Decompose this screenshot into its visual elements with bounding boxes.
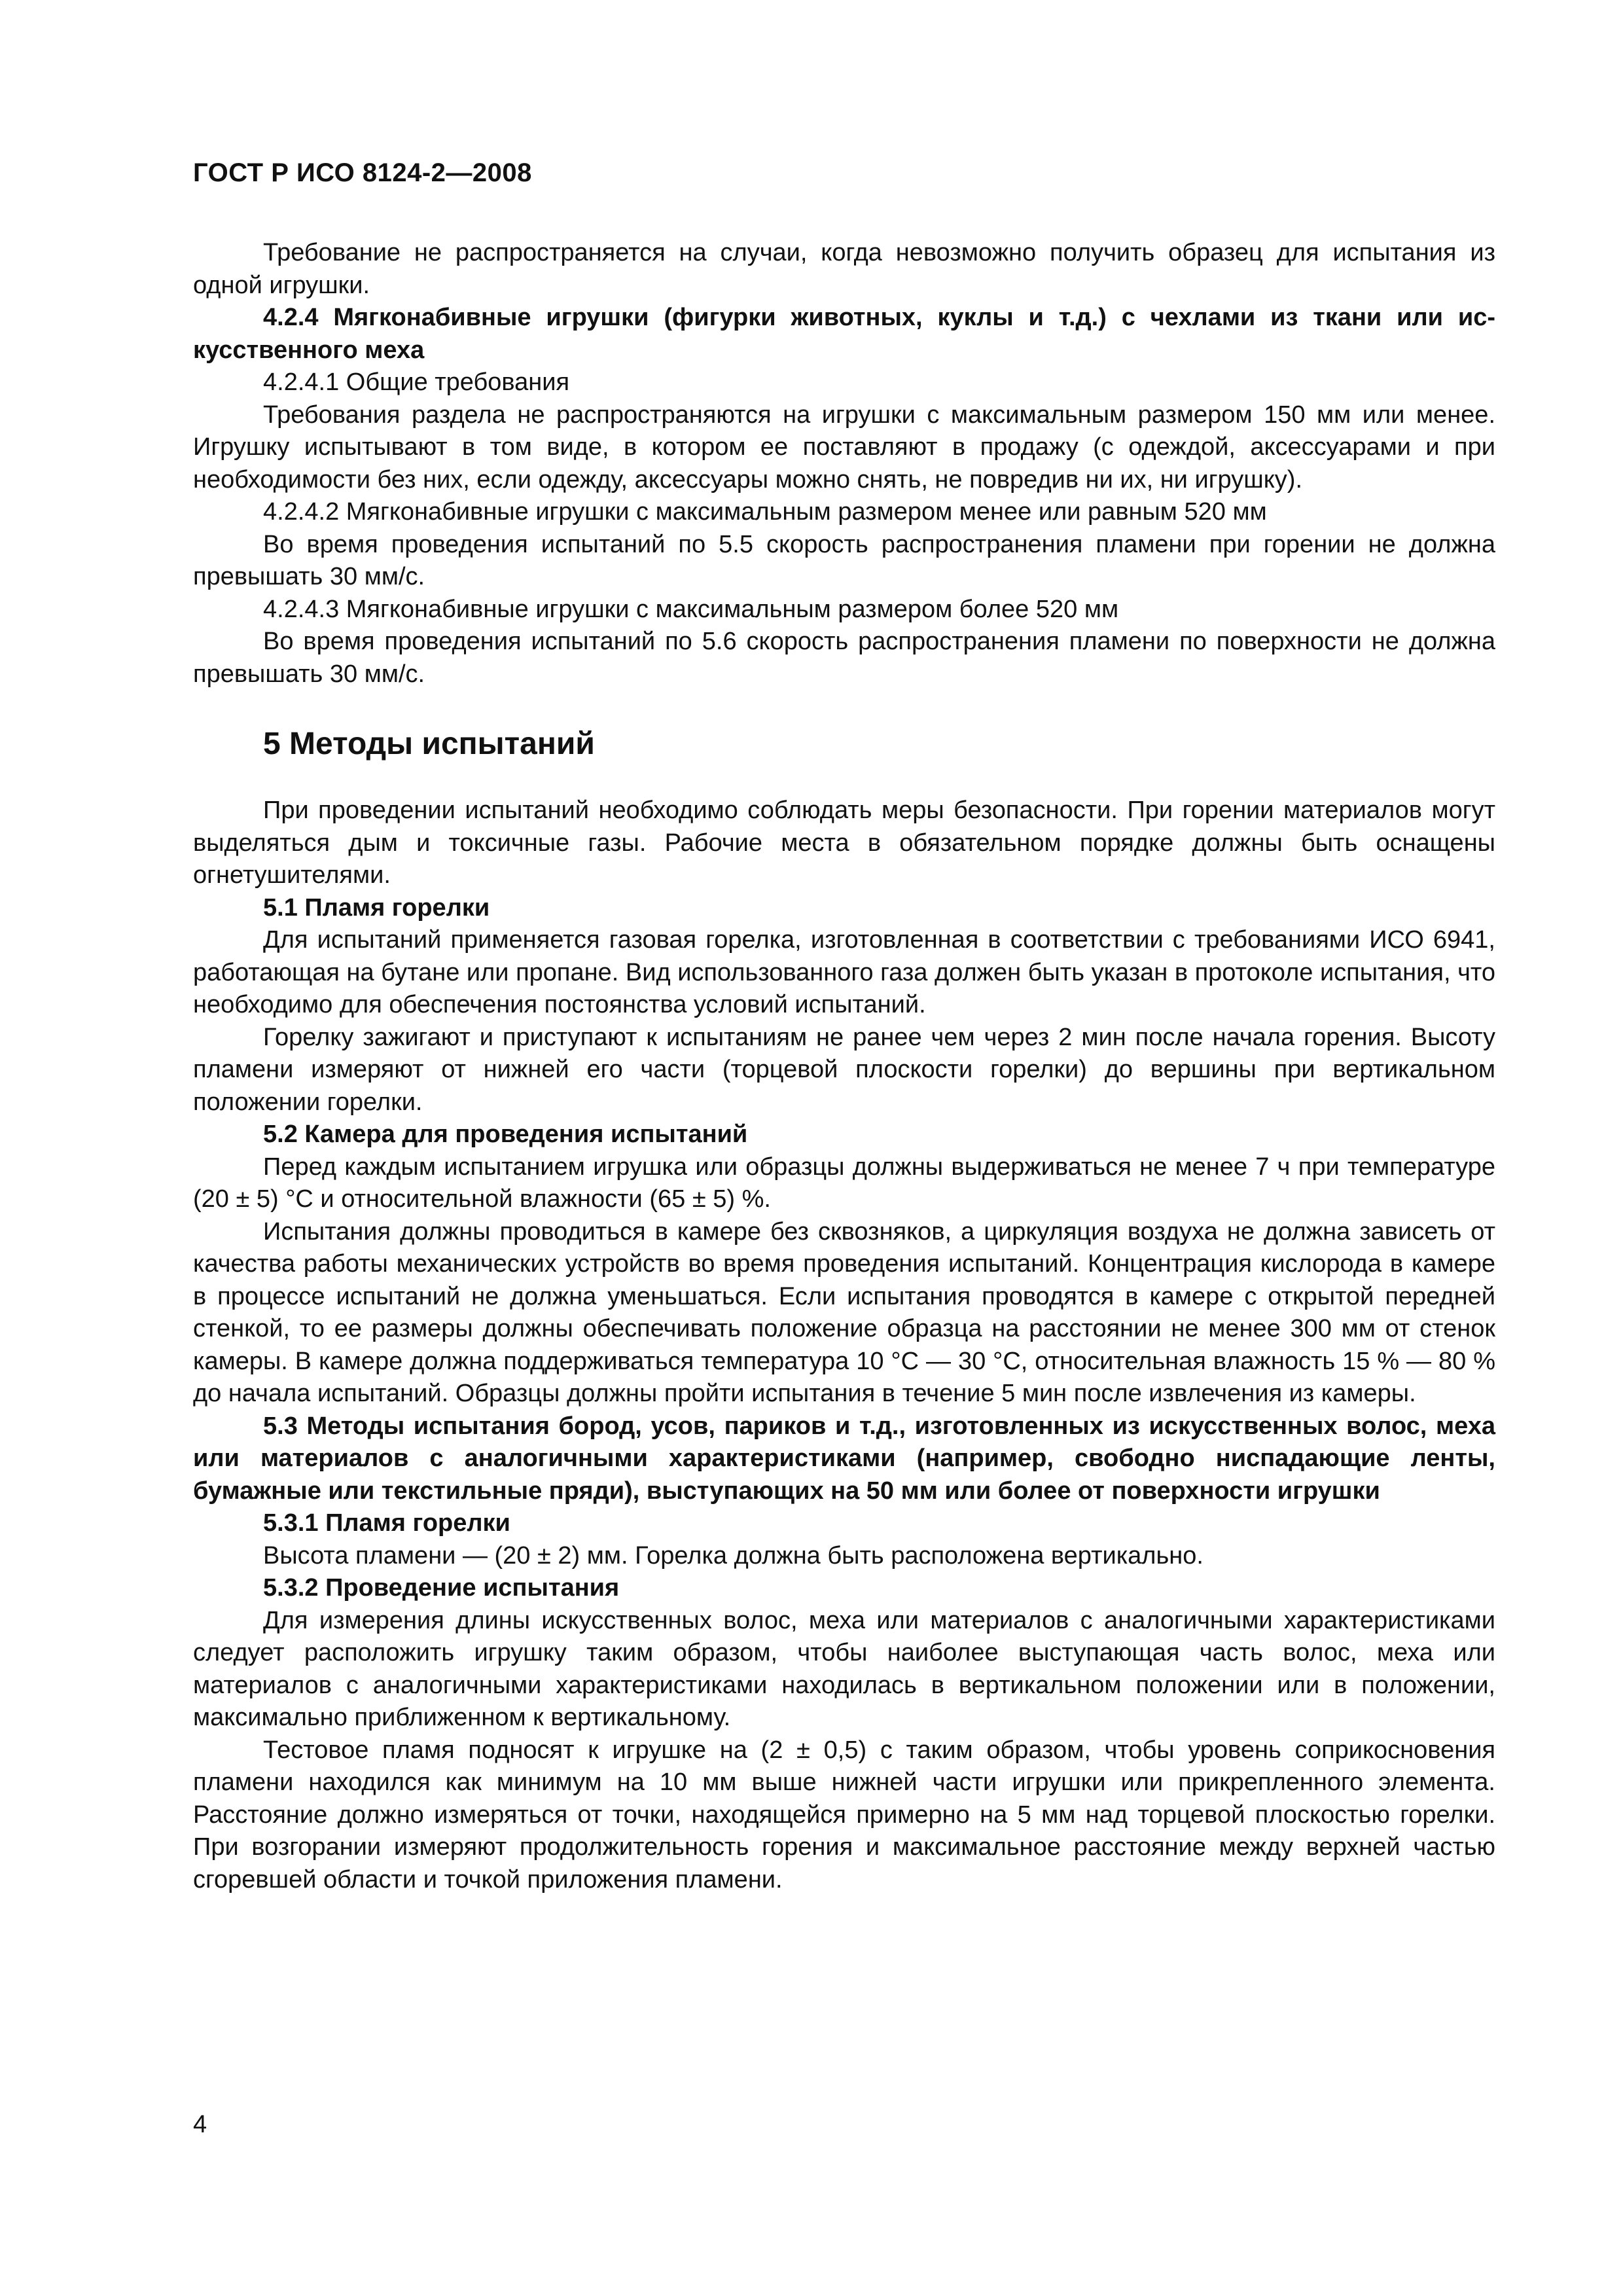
subsection-heading: 5.3.2 Проведение испытания xyxy=(263,1574,620,1602)
page-number: 4 xyxy=(193,2111,207,2138)
paragraph: Испытания должны проводиться в камере без сквозняков, а циркуляция воздуха не должна зависеть от качества работы механических устройств во время проведения испытаний. Концентрация кислорода в камере в процессе испытаний не должна уменьшаться. Если испытания проводятся в камере с открытой передней стенкой, то ее размеры должны обеспечивать положение образца на расстоянии не менее 300 мм от стенок камеры. В камере должна поддерживаться температура 10 °С — 30 °С, относительная влажность 15 % — 80 % до начала испытаний. Образцы должны пройти испытания в течение 5 мин после извлечения из камеры. xyxy=(193,1217,1495,1407)
paragraph: Высота пламени — (20 ± 2) мм. Горелка должна быть расположена вертикально. xyxy=(263,1541,1204,1570)
paragraph: Требование не распространяется на случаи, когда невозможно получить образец для испытания из одной игрушки. xyxy=(193,239,1495,299)
document-body xyxy=(193,237,1495,1896)
subsection-heading: 5.2 Камера для проведения испытаний xyxy=(263,1121,748,1148)
paragraph: Перед каждым испытанием игрушка или образцы должны выдерживаться не менее 7 ч при температуре (20 ± 5) °С и относительной влажности (65 ± 5) %. xyxy=(193,1153,1495,1213)
clause-heading: 4.2.4.2 Мягконабивные игрушки с максимальным размером менее или равным 520 мм xyxy=(263,498,1267,526)
subsection-heading: 4.2.4 Мягконабивные игрушки (фигурки животных, куклы и т.д.) с чехлами из ткани или искусственного меха xyxy=(193,304,1495,364)
paragraph: Во время проведения испытаний по 5.6 скорость распространения пламени по поверхности не должна превышать 30 мм/с. xyxy=(193,628,1495,688)
paragraph: Тестовое пламя подносят к игрушке на (2 ± 0,5) с таким образом, чтобы уровень соприкосновения пламени находился как минимум на 10 мм выше нижней части игрушки или прикрепленного элемента. Расстояние должно измеряться от точки, находящейся примерно на 5 мм над торцевой плоскостью горелки. При возгорании измеряют продолжительность горения и максимальное расстояние между верхней частью сгоревшей области и точкой приложения пламени. xyxy=(193,1736,1495,1893)
clause-heading: 4.2.4.3 Мягконабивные игрушки с максимальным размером более 520 мм xyxy=(263,595,1119,623)
paragraph: Горелку зажигают и приступают к испытаниям не ранее чем через 2 мин после начала горения. Высоту пламени измеряют от нижней его части (торцевой плоскости горелки) до вершины при вертикальном положении горелки. xyxy=(193,1023,1495,1116)
document-header: ГОСТ Р ИСО 8124-2—2008 xyxy=(193,158,532,187)
subsection-heading: 5.3.1 Пламя горелки xyxy=(263,1509,510,1537)
paragraph: Требования раздела не распространяются на игрушки с максимальным размером 150 мм или менее. Игрушку испытывают в том виде, в котором ее поставляют в продажу (с одеждой, аксессуарами и при необходимости без них, если одежду, аксессуары можно снять, не повредив ни их, ни игрушку). xyxy=(193,401,1495,493)
paragraph: Во время проведения испытаний по 5.5 скорость распространения пламени при горении не должна превышать 30 мм/с. xyxy=(193,530,1495,590)
subsection-heading: 5.1 Пламя горелки xyxy=(263,893,490,922)
paragraph: Для испытаний применяется газовая горелка, изготовленная в соответствии с требованиями ИСО 6941, работающая на бутане или пропане. Вид использованного газа должен быть указан в протоколе испытания, что необходимо для обеспечения постоянства условий испытаний. xyxy=(193,926,1495,1018)
paragraph: Для измерения длины искусственных волос, меха или материалов с аналогичными характеристиками следует расположить игрушку таким образом, чтобы наиболее выступающая часть волос, меха или материалов с аналогичными характеристиками находилась в вертикальном положении или в положении, максимально приближенном к вертикальному. xyxy=(193,1606,1495,1731)
section-title: 5 Методы испытаний xyxy=(263,726,595,761)
subsection-heading: 5.3 Методы испытания бород, усов, париков и т.д., изготовленных из искусственных волос, меха или материалов с аналогичными характеристиками (например, свободно ниспадающие ленты, бумажные или текстильные пряди), выступающих на 50 мм или более от поверхности игрушки xyxy=(193,1412,1495,1505)
paragraph: При проведении испытаний необходимо соблюдать меры безопасности. При горении материалов могут выделяться дым и токсичные газы. Рабочие места в обязательном порядке должны быть оснащены огнетушителями. xyxy=(193,797,1495,889)
clause-heading: 4.2.4.1 Общие требования xyxy=(263,368,570,396)
